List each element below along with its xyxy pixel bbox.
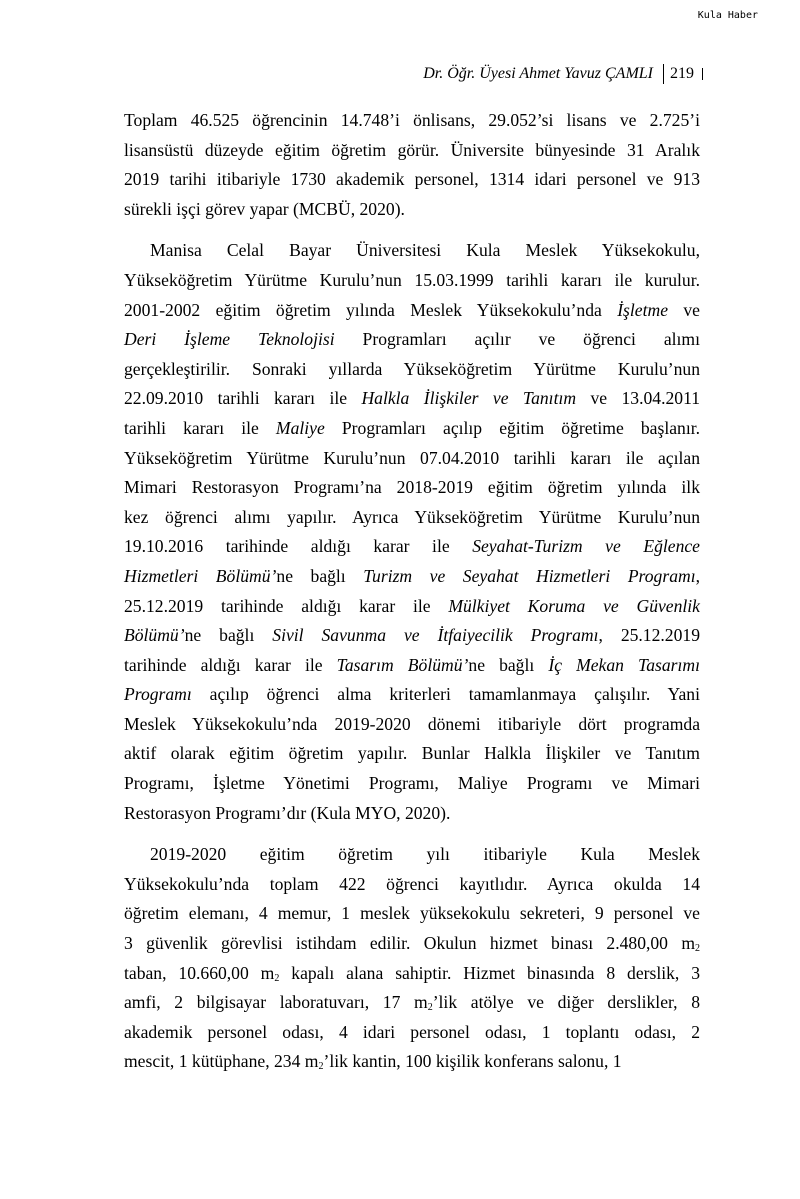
text-run: 2019 tarihi itibariyle 1730 akademik personel, 1314 idari personel ve 913 — [124, 169, 700, 190]
paragraph — [124, 236, 700, 828]
italic-text: İç Mekan Tasarımı — [548, 654, 700, 675]
text-run: 2019-2020 eğitim öğretim yılı itibariyle Kula Meslek — [150, 844, 700, 865]
page-number: 219 — [670, 65, 694, 82]
text-run: Yükseköğretim Yürütme Kurulu’nun 15.03.1999 tarihli kararı ile kurulur. — [124, 269, 700, 290]
text-line — [124, 959, 700, 989]
text-line — [124, 444, 700, 474]
italic-text: Maliye — [275, 417, 325, 438]
text-run: amfi, 2 bilgisayar laboratuvarı, 17 m — [124, 992, 428, 1013]
italic-text: Deri İşleme Teknolojisi — [124, 329, 335, 350]
text-run: Programı, İşletme Yönetimi Programı, Maliye Programı ve Mimari — [124, 773, 700, 794]
italic-text: Mülkiyet Koruma ve Güvenlik — [448, 595, 700, 616]
superscript-unit: 2 — [427, 1002, 433, 1014]
text-line — [124, 710, 700, 740]
text-line — [124, 384, 700, 414]
text-line — [124, 739, 700, 769]
text-run: tarihli kararı ile — [124, 417, 276, 438]
text-run: ne bağlı — [468, 654, 549, 675]
text-line — [124, 651, 700, 681]
running-head — [423, 64, 703, 84]
text-line — [124, 195, 700, 225]
text-run: mescit, 1 kütüphane, 234 m — [124, 1051, 319, 1072]
text-run: Restorasyon Programı’dır (Kula MYO, 2020). — [124, 802, 451, 823]
text-line — [124, 840, 700, 870]
text-run: ne bağlı — [276, 565, 364, 586]
text-run: ’lik atölye ve diğer derslikler, 8 — [432, 992, 700, 1013]
text-run: 3 güvenlik görevlisi istihdam edilir. Okulun hizmet binası 2.480,00 m — [124, 933, 695, 954]
paragraph — [124, 840, 700, 1077]
paragraph — [124, 106, 700, 224]
text-run: aktif olarak eğitim öğretim yapılır. Bunlar Halkla İlişkiler ve Tanıtım — [124, 743, 700, 764]
text-line — [124, 106, 700, 136]
running-head-author: Dr. Öğr. Üyesi Ahmet Yavuz ÇAMLI — [423, 65, 653, 82]
text-run: 19.10.2016 tarihinde aldığı karar ile — [124, 536, 473, 557]
superscript-unit: 2 — [318, 1061, 324, 1073]
text-run: Yüksekokulu’nda toplam 422 öğrenci kayıtlıdır. Ayrıca okulda 14 — [124, 873, 700, 894]
text-line — [124, 1047, 700, 1077]
text-line — [124, 136, 700, 166]
italic-text: Hizmetleri Bölümü’ — [124, 565, 277, 586]
text-line — [124, 988, 700, 1018]
text-run: 2001-2002 eğitim öğretim yılında Meslek Yüksekokulu’nda — [124, 299, 618, 320]
text-run: lisansüstü düzeyde eğitim öğretim görür. Üniversite bünyesinde 31 Aralık — [124, 139, 700, 160]
text-line — [124, 503, 700, 533]
text-run: ne bağlı — [184, 625, 273, 646]
text-line — [124, 355, 700, 385]
text-run: ’lik kantin, 100 kişilik konferans salonu, 1 — [323, 1051, 622, 1072]
text-line — [124, 296, 700, 326]
text-run: Manisa Celal Bayar Üniversitesi Kula Meslek Yüksekokulu, — [150, 240, 700, 261]
text-line — [124, 562, 700, 592]
text-run: kez öğrenci alımı yapılır. Ayrıca Yükseköğretim Yürütme Kurulu’nun — [124, 506, 700, 527]
source-tag: Kula Haber — [697, 10, 758, 21]
italic-text: Turizm ve Seyahat Hizmetleri Programı — [363, 565, 696, 586]
text-line — [124, 473, 700, 503]
text-run: Meslek Yüksekokulu’nda 2019-2020 dönemi itibariyle dört programda — [124, 713, 700, 734]
running-head-divider — [663, 64, 664, 84]
text-run: , — [695, 565, 700, 586]
text-line — [124, 769, 700, 799]
text-line — [124, 165, 700, 195]
text-line — [124, 680, 700, 710]
italic-text: Bölümü’ — [124, 625, 185, 646]
italic-text: İşletme — [617, 299, 669, 320]
text-run: 22.09.2010 tarihli kararı ile — [124, 388, 362, 409]
running-head-divider-right — [702, 68, 703, 80]
text-run: gerçekleştirilir. Sonraki yıllarda Yükseköğretim Yürütme Kurulu’nun — [124, 358, 700, 379]
text-run: Yükseköğretim Yürütme Kurulu’nun 07.04.2010 tarihli kararı ile açılan — [124, 447, 700, 468]
text-run: Toplam 46.525 öğrencinin 14.748’i önlisans, 29.052’si lisans ve 2.725’i — [124, 110, 700, 130]
text-line — [124, 266, 700, 296]
text-run: öğretim elemanı, 4 memur, 1 meslek yüksekokulu sekreteri, 9 personel ve — [124, 903, 700, 924]
italic-text: Sivil Savunma ve İtfaiyecilik Programı — [272, 625, 599, 646]
text-run: sürekli işçi görev yapar (MCBÜ, 2020). — [124, 198, 405, 219]
italic-text: Programı — [124, 684, 192, 705]
superscript-unit: 2 — [695, 943, 700, 955]
text-line — [124, 592, 700, 622]
text-line — [124, 870, 700, 900]
text-run: 25.12.2019 tarihinde aldığı karar ile — [124, 595, 449, 616]
text-line — [124, 621, 700, 651]
text-run: Programları açılır ve öğrenci alımı — [334, 329, 701, 350]
text-run: ve 13.04.2011 — [576, 388, 701, 409]
text-run: açılıp öğrenci alma kriterleri tamamlanmaya çalışılır. Yani — [191, 684, 700, 705]
body-text — [124, 106, 700, 1077]
text-line — [124, 799, 700, 829]
text-run: Mimari Restorasyon Programı’na 2018-2019 eğitim öğretim yılında ilk — [124, 477, 700, 498]
italic-text: Halkla İlişkiler ve Tanıtım — [361, 388, 577, 409]
text-run: , 25.12.2019 — [598, 625, 700, 646]
italic-text: Tasarım Bölümü’ — [336, 654, 469, 675]
text-line — [124, 532, 700, 562]
text-run: Programları açılıp eğitim öğretime başlanır. — [324, 417, 700, 438]
text-line — [124, 236, 700, 266]
text-run: tarihinde aldığı karar ile — [124, 654, 337, 675]
text-line — [124, 1018, 700, 1048]
text-run: ve — [668, 299, 700, 320]
text-line — [124, 325, 700, 355]
text-line — [124, 899, 700, 929]
text-run: kapalı alana sahiptir. Hizmet binasında 8 derslik, 3 — [279, 962, 701, 983]
superscript-unit: 2 — [274, 972, 280, 984]
paragraph-gap — [124, 224, 700, 236]
text-line — [124, 929, 700, 959]
text-line — [124, 414, 700, 444]
text-run: akademik personel odası, 4 idari personel odası, 1 toplantı odası, 2 — [124, 1021, 700, 1042]
paragraph-gap — [124, 828, 700, 840]
italic-text: Seyahat-Turizm ve Eğlence — [472, 536, 700, 557]
text-run: taban, 10.660,00 m — [124, 962, 275, 983]
